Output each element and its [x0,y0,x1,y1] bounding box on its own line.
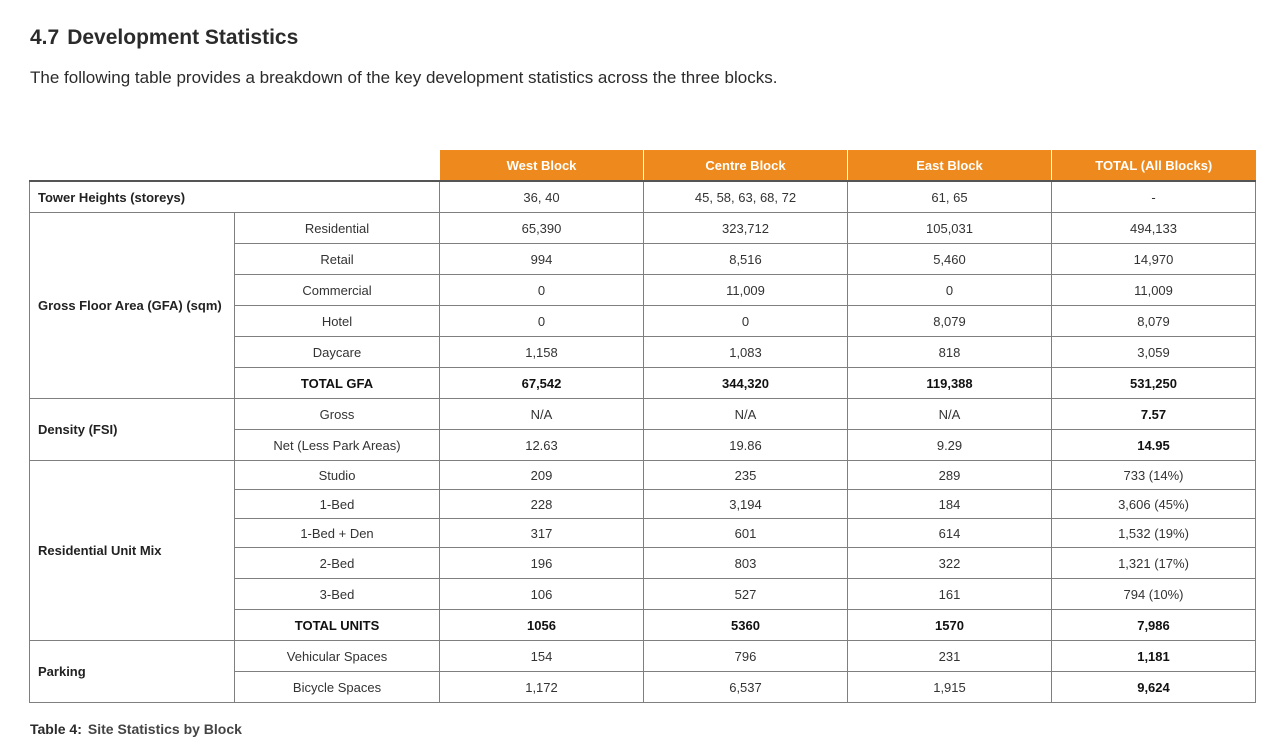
cell-centre: 8,516 [644,244,848,275]
header-total: TOTAL (All Blocks) [1052,150,1256,181]
header-centre-block: Centre Block [644,150,848,181]
cell-west: 67,542 [440,368,644,399]
cell-east: 231 [848,641,1052,672]
row-label: Vehicular Spaces [235,641,440,672]
cell-east: N/A [848,399,1052,430]
cell-east: 105,031 [848,213,1052,244]
table-header-row [30,150,1256,181]
cell-east: 9.29 [848,430,1052,461]
cell-west: 196 [440,548,644,579]
cell-centre: 1,083 [644,337,848,368]
cell-centre: 235 [644,461,848,490]
header-east-block: East Block [848,150,1052,181]
cell-centre: 6,537 [644,672,848,703]
cell-total: 1,532 (19%) [1052,519,1256,548]
caption-label: Table 4: [30,721,82,737]
cell-centre: 0 [644,306,848,337]
section-number: 4.7 [30,26,60,49]
row-label: 1-Bed + Den [235,519,440,548]
cell-centre: 527 [644,579,848,610]
cell-centre: 803 [644,548,848,579]
table-row [30,213,1256,244]
cell-centre: 19.86 [644,430,848,461]
row-label: TOTAL UNITS [235,610,440,641]
cell-centre: 344,320 [644,368,848,399]
development-statistics-table [29,150,1256,703]
cell-total: 1,181 [1052,641,1256,672]
cell-west: 228 [440,490,644,519]
cell-centre: 11,009 [644,275,848,306]
cell-total: 531,250 [1052,368,1256,399]
cell-east: 1,915 [848,672,1052,703]
header-blank-cell [30,150,440,181]
cell-west: 12.63 [440,430,644,461]
row-label-tower-heights: Tower Heights (storeys) [30,181,440,213]
cell-centre: 796 [644,641,848,672]
intro-paragraph: The following table provides a breakdown of the key development statistics across the three blocks. [30,68,778,87]
cell-east: 322 [848,548,1052,579]
cell-west: 1056 [440,610,644,641]
cell-west: 0 [440,275,644,306]
group-label-parking: Parking [30,641,235,703]
cell-total: 3,059 [1052,337,1256,368]
cell-total: 794 (10%) [1052,579,1256,610]
table-row [30,181,1256,213]
row-label: Daycare [235,337,440,368]
row-label: 2-Bed [235,548,440,579]
cell-total: 7.57 [1052,399,1256,430]
table-row [30,461,1256,490]
cell-east: 614 [848,519,1052,548]
row-label: 1-Bed [235,490,440,519]
cell-west: 0 [440,306,644,337]
table-row [30,399,1256,430]
row-label: Net (Less Park Areas) [235,430,440,461]
cell-west: N/A [440,399,644,430]
cell-total: 9,624 [1052,672,1256,703]
cell-east: 0 [848,275,1052,306]
cell-total: 11,009 [1052,275,1256,306]
row-label: Commercial [235,275,440,306]
cell-total: - [1052,181,1256,213]
cell-centre: 3,194 [644,490,848,519]
cell-west: 317 [440,519,644,548]
section-heading [30,26,298,50]
cell-east: 161 [848,579,1052,610]
cell-east: 5,460 [848,244,1052,275]
cell-east: 1570 [848,610,1052,641]
cell-total: 733 (14%) [1052,461,1256,490]
cell-west: 1,172 [440,672,644,703]
cell-east: 8,079 [848,306,1052,337]
header-west-block: West Block [440,150,644,181]
cell-east: 289 [848,461,1052,490]
cell-west: 65,390 [440,213,644,244]
row-label: Gross [235,399,440,430]
cell-centre: 323,712 [644,213,848,244]
cell-west: 1,158 [440,337,644,368]
cell-centre: 45, 58, 63, 68, 72 [644,181,848,213]
cell-centre: N/A [644,399,848,430]
table-caption [30,721,242,737]
row-label: Retail [235,244,440,275]
table-row [30,641,1256,672]
row-label: Studio [235,461,440,490]
section-title: Development Statistics [67,26,299,49]
row-label: Hotel [235,306,440,337]
cell-total: 14,970 [1052,244,1256,275]
group-label-unit-mix: Residential Unit Mix [30,461,235,641]
cell-east: 184 [848,490,1052,519]
cell-west: 994 [440,244,644,275]
cell-west: 36, 40 [440,181,644,213]
cell-total: 14.95 [1052,430,1256,461]
row-label: Residential [235,213,440,244]
caption-text: Site Statistics by Block [87,721,242,737]
cell-total: 7,986 [1052,610,1256,641]
cell-west: 106 [440,579,644,610]
cell-centre: 601 [644,519,848,548]
cell-total: 3,606 (45%) [1052,490,1256,519]
cell-west: 209 [440,461,644,490]
cell-centre: 5360 [644,610,848,641]
cell-east: 61, 65 [848,181,1052,213]
cell-east: 818 [848,337,1052,368]
row-label: TOTAL GFA [235,368,440,399]
row-label: Bicycle Spaces [235,672,440,703]
cell-west: 154 [440,641,644,672]
cell-total: 8,079 [1052,306,1256,337]
group-label-gfa: Gross Floor Area (GFA) (sqm) [30,213,235,399]
cell-total: 1,321 (17%) [1052,548,1256,579]
group-label-density: Density (FSI) [30,399,235,461]
cell-total: 494,133 [1052,213,1256,244]
cell-east: 119,388 [848,368,1052,399]
row-label: 3-Bed [235,579,440,610]
